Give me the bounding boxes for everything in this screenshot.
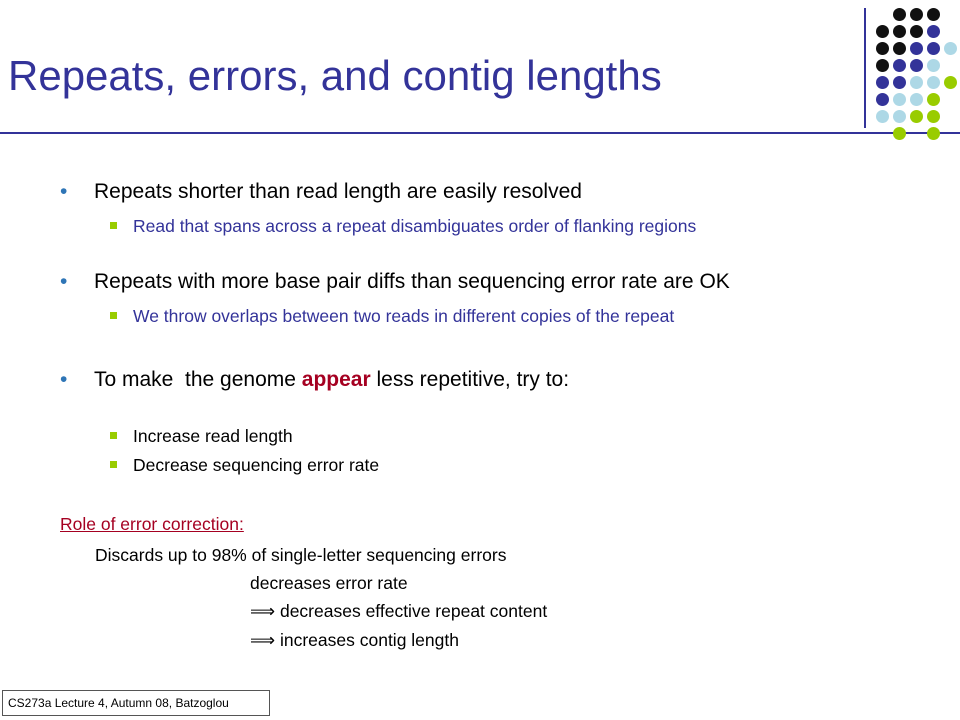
decorative-dot [927, 93, 940, 106]
bullet-2-text: Repeats with more base pair diffs than sequencing error rate are OK [94, 270, 730, 293]
decorative-dot [927, 8, 940, 21]
bullet-3-text-after: less repetitive, try to: [370, 368, 570, 391]
decorative-dot [876, 42, 889, 55]
decorative-dot [876, 59, 889, 72]
decorative-vertical-line [864, 8, 866, 128]
bullet-3-highlight: appear [301, 368, 371, 391]
role-line-2: decreases error rate [250, 573, 408, 593]
role-line-3 [250, 601, 547, 622]
decorative-dot [893, 42, 906, 55]
bullet-1-text: Repeats shorter than read length are easily resolved [94, 180, 582, 203]
role-line-1: Discards up to 98% of single-letter sequencing errors [95, 545, 507, 565]
decorative-dot [876, 25, 889, 38]
decorative-dot [910, 93, 923, 106]
bullet-marker: • [60, 180, 68, 203]
decorative-dot [910, 42, 923, 55]
decorative-dot [910, 8, 923, 21]
sub-bullet-1-1-text: Read that spans across a repeat disambiguates order of flanking regions [133, 216, 697, 236]
square-bullet-icon [110, 461, 117, 468]
decorative-dot [944, 42, 957, 55]
bullet-marker: • [60, 270, 68, 293]
decorative-dot [893, 25, 906, 38]
title-divider [0, 132, 960, 134]
decorative-dot [910, 25, 923, 38]
decorative-dot [876, 93, 889, 106]
sub-bullet-3-1-text: Increase read length [133, 426, 293, 446]
decorative-dot [893, 8, 906, 21]
role-line-4-text: increases contig length [279, 630, 459, 650]
decorative-dot [876, 76, 889, 89]
decorative-dot [927, 110, 940, 123]
role-line-3-text: decreases effective repeat content [279, 601, 548, 621]
role-heading: Role of error correction: [60, 514, 244, 534]
decorative-dot [893, 76, 906, 89]
implies-arrow-icon: ⟹ [250, 601, 276, 621]
decorative-dot [893, 93, 906, 106]
bullet-3 [60, 368, 569, 392]
bullet-1 [60, 180, 582, 204]
square-bullet-icon [110, 222, 117, 229]
decorative-dot [927, 76, 940, 89]
decorative-dot [927, 127, 940, 140]
footer-label: CS273a Lecture 4, Autumn 08, Batzoglou [2, 690, 270, 716]
decorative-dot [893, 59, 906, 72]
implies-arrow-icon: ⟹ [250, 630, 276, 650]
role-line-4 [250, 630, 459, 651]
decorative-dot [944, 76, 957, 89]
bullet-2 [60, 270, 730, 294]
sub-bullet-3-2 [110, 455, 379, 476]
bullet-3-text-before: To make the genome [94, 368, 302, 391]
sub-bullet-2-1 [110, 306, 674, 327]
decorative-dot [927, 25, 940, 38]
sub-bullet-1-1 [110, 216, 696, 237]
decorative-dot [893, 110, 906, 123]
square-bullet-icon [110, 432, 117, 439]
sub-bullet-3-1 [110, 426, 293, 447]
sub-bullet-3-2-text: Decrease sequencing error rate [133, 455, 380, 475]
slide-title: Repeats, errors, and contig lengths [8, 52, 662, 99]
decorative-dot [910, 76, 923, 89]
decorative-dot [910, 59, 923, 72]
decorative-dot [893, 127, 906, 140]
square-bullet-icon [110, 312, 117, 319]
decorative-dot [876, 110, 889, 123]
sub-bullet-2-1-text: We throw overlaps between two reads in different copies of the repeat [133, 306, 675, 326]
decorative-dot [927, 42, 940, 55]
decorative-dot [910, 110, 923, 123]
bullet-marker: • [60, 368, 68, 391]
decorative-dot [927, 59, 940, 72]
